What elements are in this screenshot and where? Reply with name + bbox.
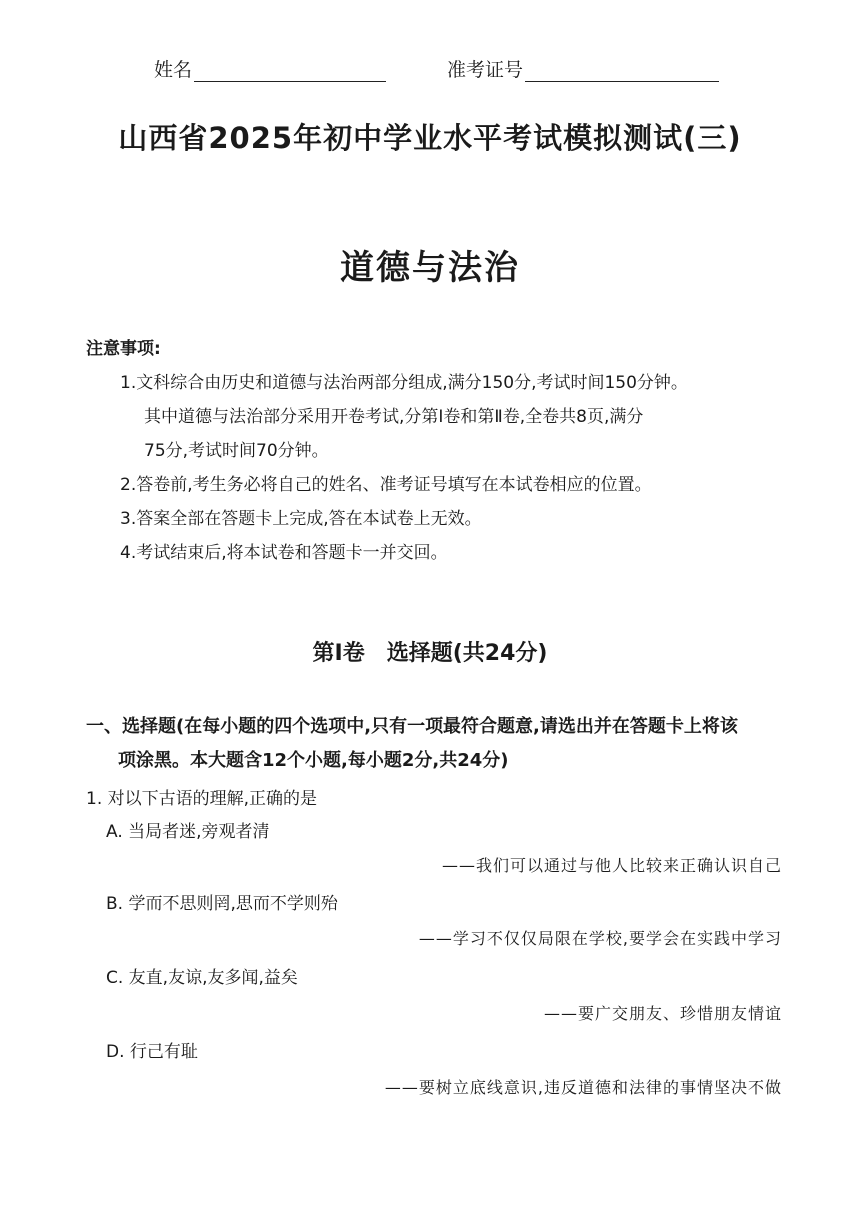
section-heading-line2: 项涂黑。本大题含12个小题,每小题2分,共24分) <box>118 750 509 771</box>
option-c-explanation: ——要广交朋友、珍惜朋友情谊 <box>543 1004 782 1023</box>
exam-title: 山西省2025年初中学业水平考试模拟测试(三) <box>118 121 742 155</box>
name-field <box>154 58 386 82</box>
notice-item-text: 考试结束后,将本试卷和答题卡一并交回。 <box>136 543 448 563</box>
option-c: C. 友直,友谅,友多闻,益矣 <box>106 968 298 988</box>
question-stem: 1. 对以下古语的理解,正确的是 <box>86 789 318 809</box>
option-a-explanation: ——我们可以通过与他人比较来正确认识自己 <box>441 856 782 875</box>
option-d-explanation: ——要树立底线意识,违反道德和法律的事情坚决不做 <box>384 1078 782 1097</box>
option-a: A. 当局者迷,旁观者清 <box>106 822 270 842</box>
subject-title: 道德与法治 <box>340 248 520 288</box>
notice-item-text: 答卷前,考生务必将自己的姓名、准考证号填写在本试卷相应的位置。 <box>136 475 652 495</box>
notice-item-4 <box>120 536 800 570</box>
notice-item-number: 4. <box>120 543 137 563</box>
name-blank-line <box>194 61 386 82</box>
candidate-fields <box>0 58 860 88</box>
option-d: D. 行己有耻 <box>106 1042 198 1062</box>
notice-item-3 <box>120 502 800 536</box>
notice-item-number: 1. <box>120 373 137 393</box>
exam-id-blank-line <box>525 61 719 82</box>
notice-item-2 <box>120 468 800 502</box>
section-heading <box>86 710 786 778</box>
part-title: 第Ⅰ卷 选择题(共24分) <box>312 641 548 666</box>
notice-item-number: 2. <box>120 475 137 495</box>
option-b-explanation: ——学习不仅仅局限在学校,要学会在实践中学习 <box>418 929 782 948</box>
notice-item-1 <box>120 366 800 468</box>
name-label: 姓名 <box>154 59 193 81</box>
notice-item-text: 文科综合由历史和道德与法治两部分组成,满分150分,考试时间150分钟。 <box>136 373 688 393</box>
notice-heading: 注意事项: <box>86 339 161 359</box>
notice-item-number: 3. <box>120 509 137 529</box>
exam-id-field <box>447 58 719 82</box>
notice-item-text: 答案全部在答题卡上完成,答在本试卷上无效。 <box>136 509 482 529</box>
section-heading-line1: 一、选择题(在每小题的四个选项中,只有一项最符合题意,请选出并在答题卡上将该 <box>86 716 738 737</box>
exam-id-label: 准考证号 <box>447 59 524 81</box>
notice-list <box>120 366 800 570</box>
notice-item-continuation: 75分,考试时间70分钟。 <box>144 441 329 461</box>
option-b: B. 学而不思则罔,思而不学则殆 <box>106 894 338 914</box>
notice-item-continuation: 其中道德与法治部分采用开卷考试,分第Ⅰ卷和第Ⅱ卷,全卷共8页,满分 <box>144 407 644 427</box>
